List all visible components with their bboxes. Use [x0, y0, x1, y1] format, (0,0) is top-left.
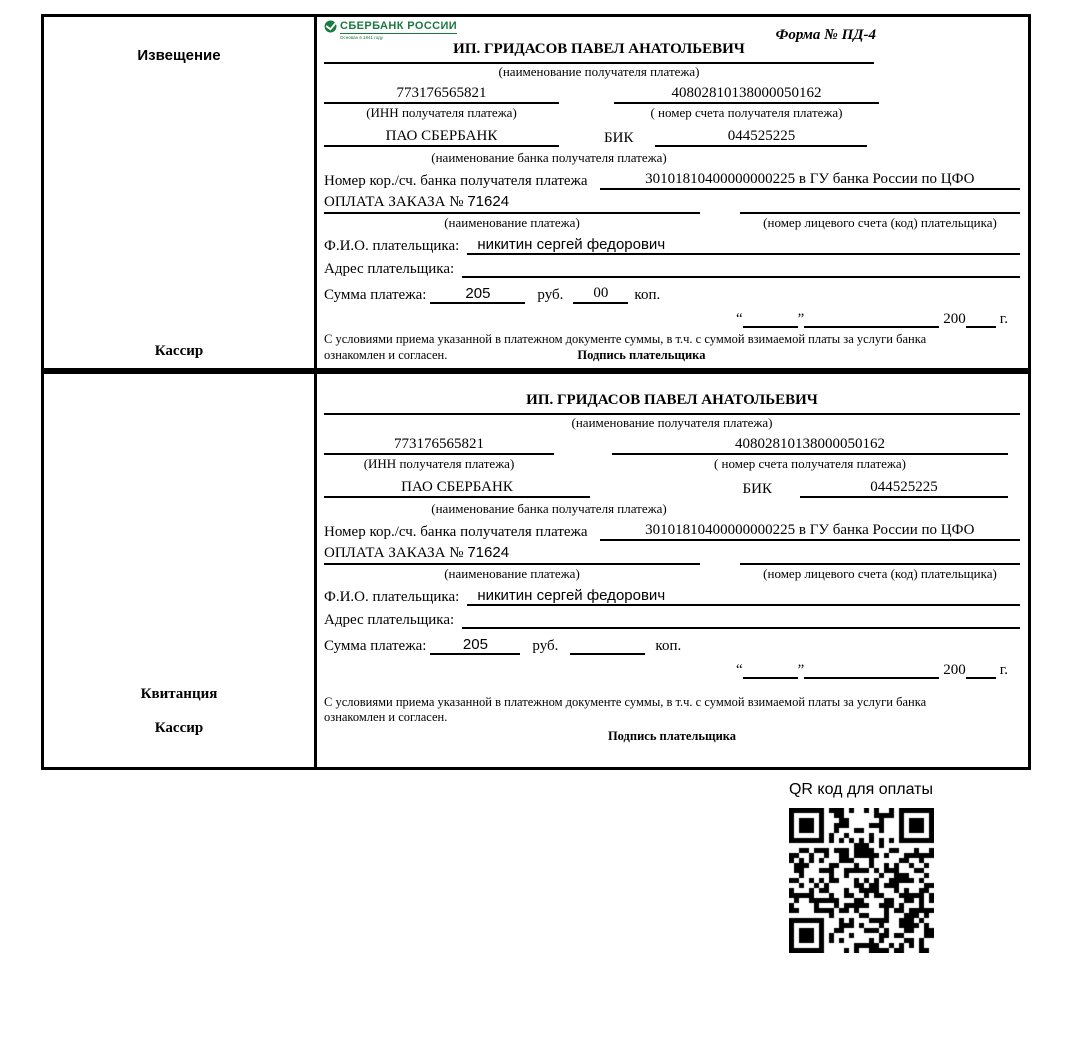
year-prefix: 200 [943, 311, 966, 327]
agreement-line1: С условиями приема указанной в платежном документе суммы, в т.ч. с суммой взимаемой платы за услуги банка [324, 332, 927, 346]
payment-name-caption: (наименование платежа) [444, 566, 580, 581]
notice-slip [41, 14, 1031, 371]
payer-address-label: Адрес плательщика: [324, 261, 455, 277]
account-caption: ( номер счета получателя платежа) [713, 456, 907, 471]
receipt-section-title: Квитанция [140, 686, 218, 702]
kop-label: коп. [655, 638, 682, 654]
agreement-block [324, 332, 1020, 363]
qr-payment-block [787, 781, 935, 953]
corr-account-row [324, 171, 1020, 190]
quote-close: ” [797, 311, 805, 327]
account-value: 40802810138000050162 [614, 85, 879, 104]
payer-code-caption: (номер лицевого счета (код) плательщика) [763, 566, 997, 581]
date-year-line [966, 312, 996, 328]
date-row [324, 311, 1008, 328]
payer-code-line [740, 547, 1020, 565]
payment-purpose-row [324, 193, 1020, 214]
inn-account-row [324, 436, 1020, 455]
sberbank-logo-tagline: Основан в 1841 году [340, 35, 384, 40]
date-row [324, 662, 1008, 679]
payee-name: ИП. ГРИДАСОВ ПАВЕЛ АНАТОЛЬЕВИЧ [324, 392, 1020, 415]
corr-account-label: Номер кор./сч. банка получателя платежа [324, 173, 588, 189]
sberbank-logo-text: СБЕРБАНК РОССИИ [340, 20, 458, 32]
payer-name-row [324, 587, 1020, 606]
order-number: 71624 [467, 193, 510, 210]
amount-kop-value [570, 637, 645, 655]
receipt-form-area [317, 374, 1028, 767]
payer-address-value [462, 260, 1020, 278]
payer-address-row [324, 260, 1020, 278]
amount-row [324, 285, 1020, 304]
payment-purpose-text: ОПЛАТА ЗАКАЗА № [324, 545, 468, 561]
payee-name-caption: (наименование получателя платежа) [571, 415, 773, 430]
kop-label: коп. [634, 287, 661, 303]
agreement-line2: ознакомлен и согласен. [324, 348, 448, 362]
amount-rub-value: 205 [430, 285, 525, 304]
payee-name: ИП. ГРИДАСОВ ПАВЕЛ АНАТОЛЬЕВИЧ [324, 41, 874, 64]
payment-purpose-line [324, 193, 700, 214]
payment-purpose-line [324, 544, 700, 565]
inn-value: 773176565821 [324, 85, 559, 104]
year-prefix: 200 [943, 662, 966, 678]
amount-kop-value: 00 [573, 285, 628, 304]
payer-code-line [740, 196, 1020, 214]
payer-address-label: Адрес плательщика: [324, 612, 455, 628]
cashier-label: Кассир [154, 343, 204, 359]
inn-caption: (ИНН получателя платежа) [366, 105, 517, 120]
qr-label: QR код для оплаты [788, 781, 933, 798]
payer-name-label: Ф.И.О. плательщика: [324, 589, 460, 605]
payment-purpose-text: ОПЛАТА ЗАКАЗА № [324, 194, 468, 210]
year-suffix: г. [999, 311, 1008, 327]
quote-open: “ [735, 311, 743, 327]
date-year-line [966, 663, 996, 679]
qr-code [789, 808, 934, 953]
payment-purpose-row [324, 544, 1020, 565]
corr-account-value: 30101810400000000225 в ГУ банка России по ЦФО [600, 171, 1020, 190]
payer-code-caption: (номер лицевого счета (код) плательщика) [763, 215, 997, 230]
corr-account-row [324, 522, 1020, 541]
bik-label: БИК [742, 481, 772, 497]
agreement-line1: С условиями приема указанной в платежном документе суммы, в т.ч. с суммой взимаемой платы за услуги банка [324, 695, 927, 709]
year-suffix: г. [999, 662, 1008, 678]
cashier-label: Кассир [154, 720, 204, 736]
bank-row [324, 128, 1020, 147]
account-value: 40802810138000050162 [612, 436, 1008, 455]
inn-caption: (ИНН получателя платежа) [363, 456, 515, 471]
bank-row [324, 479, 1020, 498]
bik-value: 044525225 [800, 479, 1008, 498]
rub-label: руб. [532, 638, 559, 654]
bik-label: БИК [604, 130, 634, 146]
account-caption: ( номер счета получателя платежа) [650, 105, 843, 120]
amount-rub-value: 205 [430, 636, 520, 655]
bank-name-value: ПАО СБЕРБАНК [324, 128, 559, 147]
corr-account-value: 30101810400000000225 в ГУ банка России по ЦФО [600, 522, 1020, 541]
payer-address-value [462, 611, 1020, 629]
payer-name-row [324, 236, 1020, 255]
quote-open: “ [735, 662, 743, 678]
payment-name-caption: (наименование платежа) [444, 215, 580, 230]
rub-label: руб. [537, 287, 564, 303]
signature-label: Подпись плательщика [607, 729, 737, 743]
bank-name-caption: (наименование банка получателя платежа) [431, 150, 667, 165]
sberbank-icon [324, 20, 337, 38]
notice-form-area [317, 17, 1028, 368]
receipt-left-column [44, 374, 317, 767]
agreement-block [324, 695, 1020, 744]
agreement-line2: ознакомлен и согласен. [324, 710, 448, 724]
quote-close: ” [797, 662, 805, 678]
sberbank-logo [324, 20, 457, 40]
payer-name-value: никитин сергей федорович [467, 587, 1020, 606]
notice-left-column [44, 17, 317, 368]
amount-label: Сумма платежа: [324, 287, 427, 303]
receipt-slip [41, 371, 1031, 770]
amount-label: Сумма платежа: [324, 638, 427, 654]
amount-row [324, 636, 1020, 655]
order-number: 71624 [467, 544, 510, 561]
payer-name-label: Ф.И.О. плательщика: [324, 238, 460, 254]
bank-name-value: ПАО СБЕРБАНК [324, 479, 590, 498]
form-number-title: Форма № ПД-4 [775, 27, 876, 43]
corr-account-label: Номер кор./сч. банка получателя платежа [324, 524, 588, 540]
date-day-line [743, 663, 798, 679]
bank-name-caption: (наименование банка получателя платежа) [431, 501, 667, 516]
payer-name-value: никитин сергей федорович [467, 236, 1020, 255]
payer-address-row [324, 611, 1020, 629]
notice-section-title: Извещение [137, 47, 221, 64]
signature-label: Подпись плательщика [577, 348, 706, 362]
bik-value: 044525225 [655, 128, 867, 147]
payee-name-caption: (наименование получателя платежа) [498, 64, 700, 79]
inn-account-row [324, 85, 1020, 104]
date-day-line [743, 312, 798, 328]
date-month-line [804, 312, 939, 328]
inn-value: 773176565821 [324, 436, 554, 455]
date-month-line [804, 663, 939, 679]
